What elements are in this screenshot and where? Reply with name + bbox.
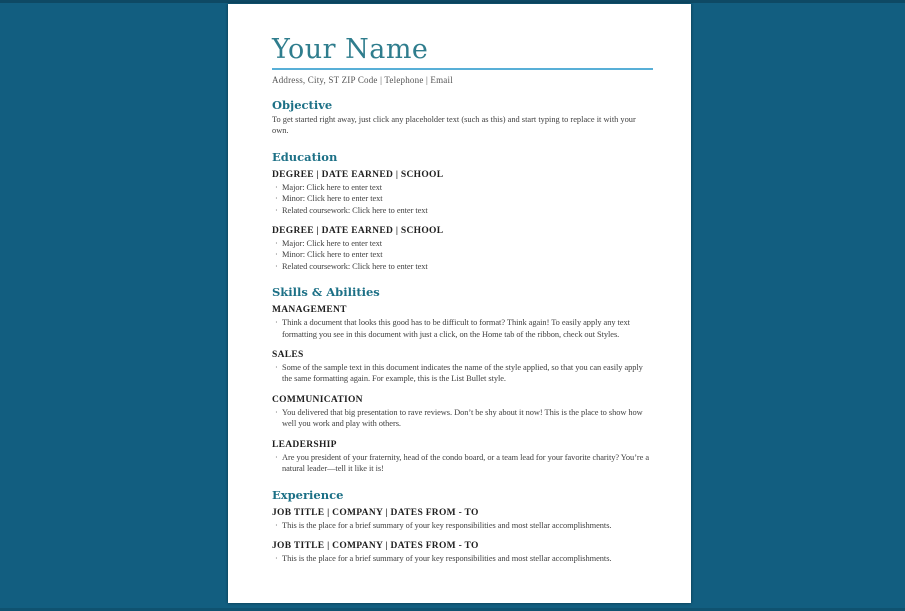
bullet-item[interactable] (272, 193, 653, 204)
bullet-text: Major: Click here to enter text (282, 239, 383, 249)
bullet-text: Think a document that looks this good has to be difficult to format? Think again! To easily apply any text formatting you see in this document with just a click, on the Home tab of the ribbon, check out Styles. (282, 318, 630, 339)
bullet-marker: · (275, 250, 278, 260)
bullet-item[interactable] (272, 182, 653, 193)
bullet-text: Minor: Click here to enter text (282, 194, 383, 204)
skills-heading[interactable]: Skills & Abilities (272, 285, 380, 300)
section-objective (272, 98, 653, 137)
bullet-item[interactable] (272, 407, 653, 430)
skill-title[interactable]: MANAGEMENT (272, 305, 347, 316)
bullet-item[interactable] (272, 261, 653, 272)
bullet-marker: · (275, 318, 278, 328)
objective-text[interactable]: To get started right away, just click any placeholder text (such as this) and start typing to replace it with your own. (272, 115, 636, 136)
section-experience (272, 488, 653, 565)
bullet-text: Related coursework: Click here to enter text (282, 205, 428, 215)
bullet-marker: · (275, 205, 278, 215)
skill-entry-communication (272, 394, 653, 430)
bullet-item[interactable] (272, 452, 653, 475)
bullet-item[interactable] (272, 553, 653, 564)
bullet-text: Are you president of your fraternity, head of the condo board, or a team lead for your favorite charity? You’re a natural leader—tell it like it is! (282, 452, 650, 474)
experience-entry (272, 507, 653, 531)
bullet-text: Related coursework: Click here to enter text (282, 261, 428, 271)
bullet-marker: · (275, 553, 278, 563)
contact-line[interactable]: Address, City, ST ZIP Code | Telephone | Email (272, 75, 453, 85)
education-heading[interactable]: Education (272, 149, 338, 164)
bullet-marker: · (275, 452, 278, 462)
bullet-marker: · (275, 520, 278, 530)
bullet-marker: · (275, 407, 278, 417)
objective-heading[interactable]: Objective (272, 98, 333, 112)
experience-bullet-list (272, 520, 653, 531)
experience-entry-title[interactable]: JOB TITLE | COMPANY | DATES FROM - TO (272, 540, 479, 551)
bullet-text: This is the place for a brief summary of your key responsibilities and most stellar accomplishments. (282, 520, 612, 530)
name-underline (272, 68, 653, 70)
education-entry-title[interactable]: DEGREE | DATE EARNED | SCHOOL (272, 169, 444, 180)
skill-title[interactable]: LEADERSHIP (272, 439, 337, 450)
bullet-item[interactable] (272, 205, 653, 216)
skill-bullet-list (272, 362, 653, 385)
education-entry (272, 169, 653, 216)
bullet-item[interactable] (272, 317, 653, 340)
bullet-marker: · (275, 182, 278, 192)
experience-heading[interactable]: Experience (272, 487, 344, 502)
education-entry-title[interactable]: DEGREE | DATE EARNED | SCHOOL (272, 226, 444, 237)
experience-entry-title[interactable]: JOB TITLE | COMPANY | DATES FROM - TO (272, 507, 479, 518)
bullet-item[interactable] (272, 238, 653, 249)
skill-entry-leadership (272, 439, 653, 475)
education-bullet-list (272, 182, 653, 216)
skill-bullet-list (272, 407, 653, 430)
skill-entry-sales (272, 349, 653, 385)
name-heading[interactable]: Your Name (272, 34, 429, 65)
screen-top-edge (0, 0, 905, 3)
section-skills (272, 285, 653, 474)
resume-header (272, 34, 653, 85)
skill-title[interactable]: COMMUNICATION (272, 394, 363, 405)
section-education (272, 150, 653, 272)
bullet-marker: · (275, 261, 278, 271)
bullet-marker: · (275, 363, 278, 373)
bullet-item[interactable] (272, 249, 653, 260)
bullet-marker: · (275, 194, 278, 204)
bullet-text: Major: Click here to enter text (282, 182, 383, 192)
skill-entry-management (272, 304, 653, 340)
bullet-text: This is the place for a brief summary of your key responsibilities and most stellar accomplishments. (282, 553, 612, 563)
skill-bullet-list (272, 317, 653, 340)
education-bullet-list (272, 238, 653, 272)
bullet-item[interactable] (272, 520, 653, 531)
bullet-text: Minor: Click here to enter text (282, 250, 383, 260)
resume-page (228, 4, 691, 603)
bullet-item[interactable] (272, 362, 653, 385)
skill-title[interactable]: SALES (272, 350, 304, 361)
bullet-text: You delivered that big presentation to rave reviews. Don’t be shy about it now! This is the place to show how well you work and play with others. (282, 407, 643, 429)
education-entry (272, 225, 653, 272)
experience-bullet-list (272, 553, 653, 564)
bullet-text: Some of the sample text in this document indicates the name of the style applied, so that you can easily apply the same formatting again. For example, this is the List Bullet style. (282, 363, 643, 384)
bullet-marker: · (275, 239, 278, 249)
skill-bullet-list (272, 452, 653, 475)
experience-entry (272, 540, 653, 564)
